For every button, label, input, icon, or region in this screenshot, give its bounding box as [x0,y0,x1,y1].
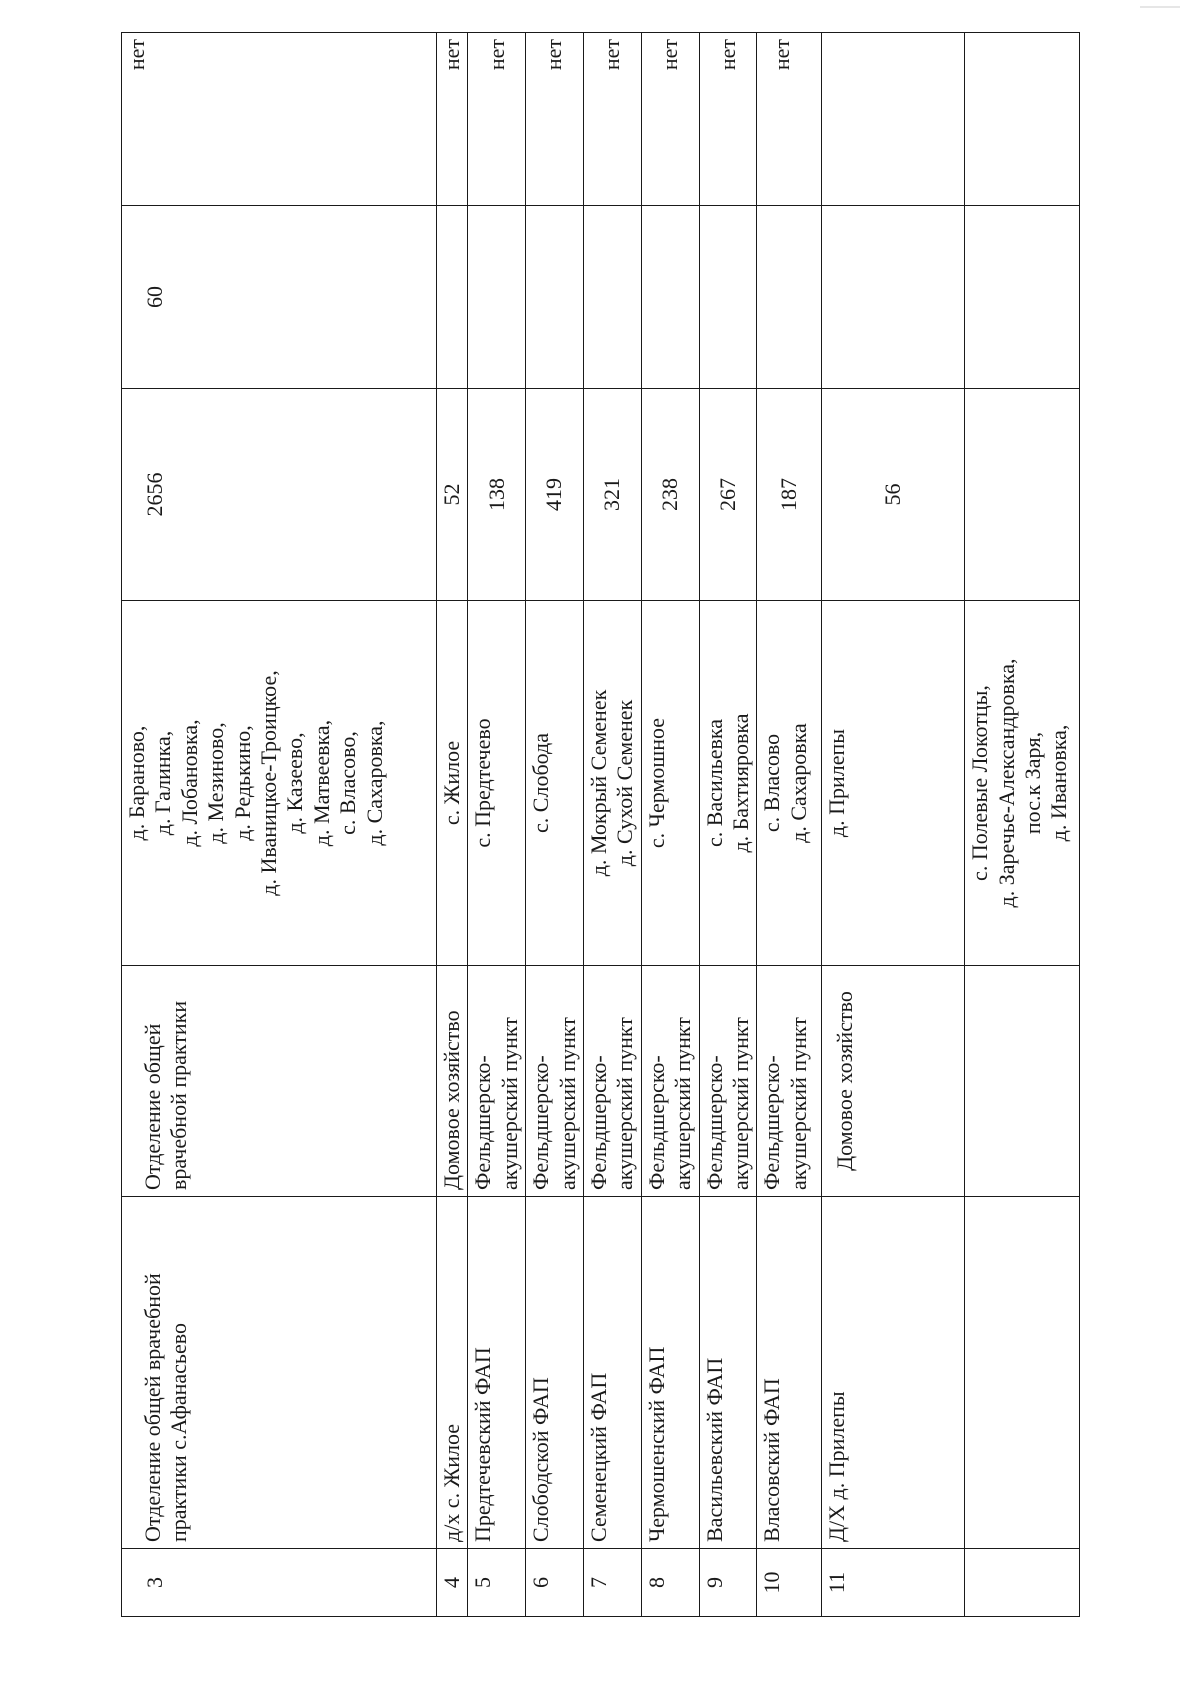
facility-type: Фельдшерско- акушерский пункт [757,966,822,1197]
served-settlements: с. Васильевка д. Бахтияровка [699,601,757,966]
served-settlements: с. Предтечево [468,601,526,966]
facility-name: Слободской ФАП [526,1197,584,1549]
facility-name: Отделение общей врачебной практики с.Афанасьево [122,1197,437,1549]
row-number: 9 [699,1549,757,1617]
need: нет [122,33,437,206]
facility-name: Д/Х д. Прилепы [822,1197,965,1549]
beds [437,206,468,389]
need: нет [757,33,822,206]
beds [583,206,641,389]
beds [699,206,757,389]
row-number: 4 [437,1549,468,1617]
beds [526,206,584,389]
facility-name: Семенецкий ФАП [583,1197,641,1549]
row-number: 7 [583,1549,641,1617]
row-number: 5 [468,1549,526,1617]
row-number [965,1549,1080,1617]
served-settlements: с. Чермошное [641,601,699,966]
population: 419 [526,389,584,601]
population: 187 [757,389,822,601]
need: нет [699,33,757,206]
facility-type: Отделение общей врачебной практики [122,966,437,1197]
table-row [757,33,822,1617]
rotated-table-wrapper [121,39,1079,1617]
table-row [583,33,641,1617]
table-row [965,33,1080,1617]
facility-type [965,966,1080,1197]
need [822,33,965,206]
facility-name [965,1197,1080,1549]
facility-type: Фельдшерско- акушерский пункт [526,966,584,1197]
facility-type: Домовое хозяйство [822,966,965,1197]
served-settlements: д. Мокрый Семенек д. Сухой Семенек [583,601,641,966]
facility-name: Васильевский ФАП [699,1197,757,1549]
beds [822,206,965,389]
facility-type: Домовое хозяйство [437,966,468,1197]
row-number: 10 [757,1549,822,1617]
facility-name: Власовский ФАП [757,1197,822,1549]
facilities-table [121,32,1080,1617]
row-number: 6 [526,1549,584,1617]
need: нет [641,33,699,206]
facility-type: Фельдшерско- акушерский пункт [699,966,757,1197]
population: 52 [437,389,468,601]
facility-name: д/х с. Жилое [437,1197,468,1549]
population [965,389,1080,601]
facility-type: Фельдшерско- акушерский пункт [468,966,526,1197]
table-row [526,33,584,1617]
served-settlements: с. Полевые Локотцы, д. Заречье-Александровка, пос.к Заря, д. Ивановка, [965,601,1080,966]
population: 238 [641,389,699,601]
population: 321 [583,389,641,601]
facility-name: Чермошенский ФАП [641,1197,699,1549]
population: 56 [822,389,965,601]
row-number: 3 [122,1549,437,1617]
need [965,33,1080,206]
table-row [641,33,699,1617]
need: нет [468,33,526,206]
population: 138 [468,389,526,601]
row-number: 11 [822,1549,965,1617]
table-row [822,33,965,1617]
facility-type: Фельдшерско- акушерский пункт [583,966,641,1197]
beds: 60 [122,206,437,389]
served-settlements: д. Бараново, д. Галинка, д. Лобановка, д. Мезиново, д. Редькино, д. Иваницкое-Троицкое, д. Казеево, д. Матвеевка, с. Власово, д. Сахаровка, [122,601,437,966]
table-row [468,33,526,1617]
served-settlements: д. Прилепы [822,601,965,966]
need: нет [437,33,468,206]
table-row [699,33,757,1617]
served-settlements: с. Жилое [437,601,468,966]
beds [965,206,1080,389]
beds [641,206,699,389]
need: нет [526,33,584,206]
row-number: 8 [641,1549,699,1617]
table-row [437,33,468,1617]
population: 2656 [122,389,437,601]
table-row [122,33,437,1617]
need: нет [583,33,641,206]
scan-edge-mark [1140,6,1180,8]
beds [468,206,526,389]
served-settlements: с. Слобода [526,601,584,966]
facility-type: Фельдшерско- акушерский пункт [641,966,699,1197]
beds [757,206,822,389]
facility-name: Предтечевский ФАП [468,1197,526,1549]
served-settlements: с. Власово д. Сахаровка [757,601,822,966]
population: 267 [699,389,757,601]
